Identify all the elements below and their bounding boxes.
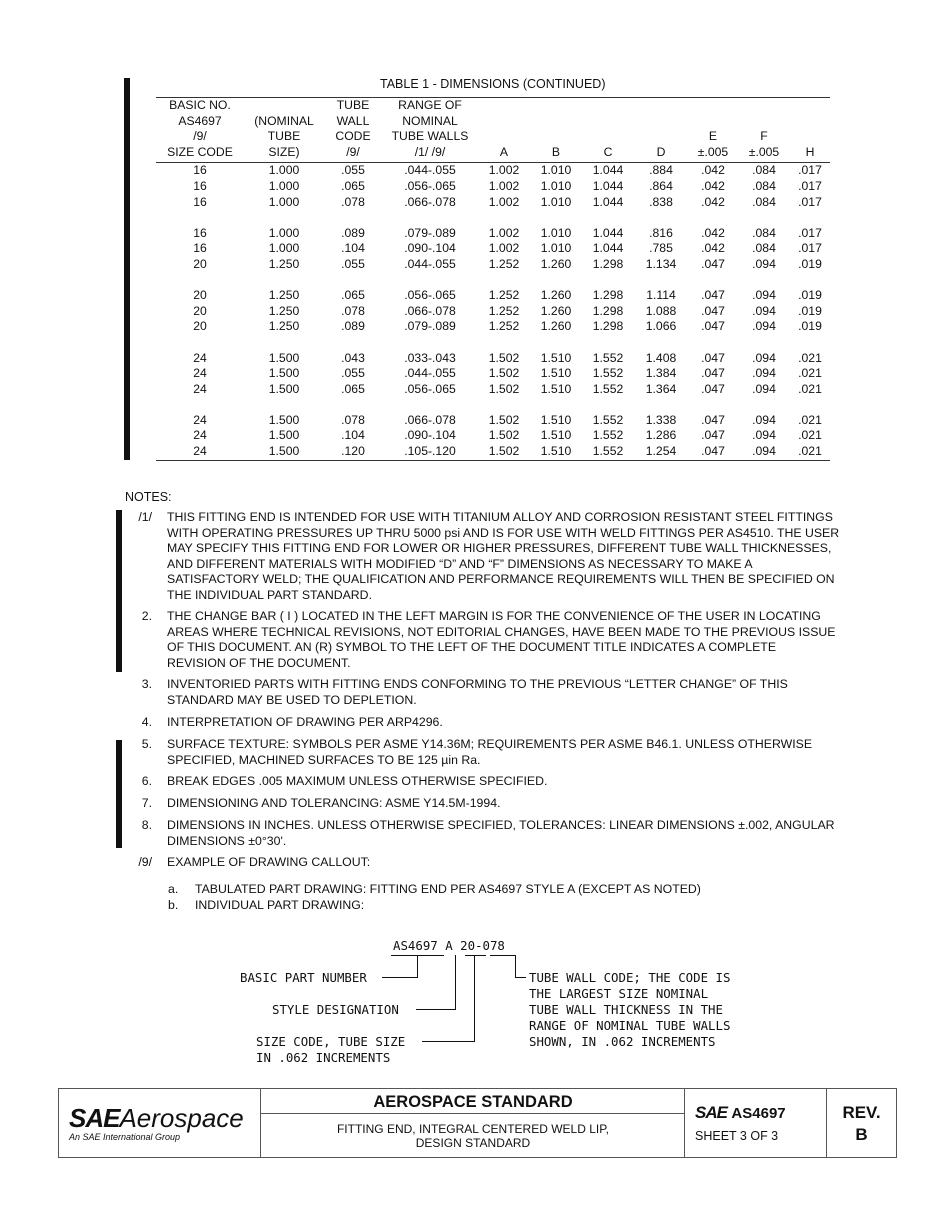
table-cell: 1.510 bbox=[540, 381, 572, 396]
change-bar bbox=[116, 510, 122, 672]
table-cell: .090-.104 bbox=[404, 241, 456, 256]
table-cell: .816 bbox=[649, 225, 673, 240]
table-cell: 1.502 bbox=[488, 366, 520, 381]
document-title-line2: DESIGN STANDARD bbox=[415, 1136, 531, 1150]
table-cell: .084 bbox=[752, 225, 776, 240]
table-cell: .042 bbox=[701, 163, 725, 178]
table-row bbox=[156, 179, 830, 195]
document-number-cell bbox=[685, 1089, 827, 1157]
table-cell: .104 bbox=[341, 241, 365, 256]
table-cell: .047 bbox=[701, 350, 725, 365]
note-number: 3. bbox=[141, 677, 152, 691]
column-header-line: H bbox=[805, 144, 815, 159]
table-cell: .094 bbox=[752, 412, 776, 427]
table-cell: 1.408 bbox=[645, 350, 677, 365]
revision-label: REV. bbox=[842, 1103, 881, 1122]
table-cell: 1.552 bbox=[582, 444, 634, 460]
column-header-line: AS4697 bbox=[178, 113, 222, 128]
table-cell: 1.552 bbox=[592, 366, 624, 381]
note-number: 2. bbox=[141, 609, 152, 623]
note-number: 5. bbox=[141, 737, 152, 751]
table-cell: .084 bbox=[752, 178, 776, 193]
table-cell: .104 bbox=[341, 428, 365, 443]
table-cell: .047 bbox=[701, 412, 725, 427]
table-cell: .864 bbox=[649, 178, 673, 193]
title-block bbox=[58, 1088, 897, 1158]
table-cell: 1.260 bbox=[540, 288, 572, 303]
table-cell: .021 bbox=[798, 381, 822, 396]
table-cell: .094 bbox=[752, 428, 776, 443]
note-text: EXAMPLE OF DRAWING CALLOUT: bbox=[167, 855, 371, 869]
table-cell: .066-.078 bbox=[404, 303, 456, 318]
note-number: /1/ bbox=[138, 510, 152, 524]
note-number: 6. bbox=[141, 774, 152, 788]
table-cell: 1.298 bbox=[592, 303, 624, 318]
column-header bbox=[530, 98, 582, 163]
table-cell: 1.000 bbox=[268, 163, 300, 178]
column-header bbox=[790, 98, 830, 163]
table-cell: 1.066 bbox=[645, 319, 677, 334]
table-cell: .056-.065 bbox=[404, 178, 456, 193]
table-cell: 1.002 bbox=[488, 178, 520, 193]
table-cell: .055 bbox=[341, 163, 365, 178]
table-cell: 1.510 bbox=[530, 444, 582, 460]
table-cell: .884 bbox=[649, 163, 673, 178]
table-cell: 1.502 bbox=[488, 412, 520, 427]
sheet-number: SHEET 3 OF 3 bbox=[695, 1129, 779, 1143]
table-row bbox=[156, 366, 830, 382]
table-cell: 1.000 bbox=[268, 194, 300, 209]
column-header-line: NOMINAL bbox=[402, 113, 458, 128]
table-cell: .094 bbox=[752, 256, 776, 271]
logo-cell bbox=[59, 1089, 261, 1157]
callout-wall-code-line4: RANGE OF NOMINAL TUBE WALLS bbox=[529, 1018, 731, 1033]
column-header-line: A bbox=[499, 144, 509, 159]
table-cell: 1.044 bbox=[592, 178, 624, 193]
callout-wall-code-line5: SHOWN, IN .062 INCREMENTS bbox=[529, 1034, 716, 1049]
table-cell: 1.500 bbox=[268, 366, 300, 381]
column-header-line: TUBE bbox=[267, 129, 301, 144]
column-header bbox=[244, 98, 324, 163]
note-text: INVENTORIED PARTS WITH FITTING ENDS CONFORMING TO THE PREVIOUS “LETTER CHANGE” OF THIS STANDARD MAY BE USED TO DEPLETION. bbox=[167, 677, 788, 707]
table-cell: 20 bbox=[193, 303, 207, 318]
table-cell: 20 bbox=[193, 288, 207, 303]
table-title: TABLE 1 - DIMENSIONS (CONTINUED) bbox=[380, 77, 606, 91]
table-cell: .047 bbox=[701, 381, 725, 396]
callout-part-number: AS4697 A 20-078 bbox=[393, 938, 505, 953]
table-cell: 1.252 bbox=[488, 256, 520, 271]
table-cell: .047 bbox=[701, 303, 725, 318]
column-header-line: /1/ /9/ bbox=[414, 144, 446, 159]
table-cell: .017 bbox=[798, 178, 822, 193]
table-cell: 1.252 bbox=[488, 319, 520, 334]
callout-size-code-line1: SIZE CODE, TUBE SIZE bbox=[256, 1034, 406, 1049]
table-cell: .078 bbox=[341, 303, 365, 318]
table-cell: .094 bbox=[752, 319, 776, 334]
table-cell: 1.502 bbox=[478, 444, 530, 460]
table-cell: 24 bbox=[193, 366, 207, 381]
table-cell: 1.552 bbox=[592, 350, 624, 365]
table-cell: .021 bbox=[790, 444, 830, 460]
table-cell: 1.134 bbox=[645, 256, 677, 271]
table-cell: .017 bbox=[798, 163, 822, 178]
column-header-line: F bbox=[760, 129, 768, 144]
column-header-line: SIZE) bbox=[268, 144, 300, 159]
table-cell: .047 bbox=[701, 256, 725, 271]
table-cell: .033-.043 bbox=[404, 350, 456, 365]
table-cell: 1.250 bbox=[268, 256, 300, 271]
note-number: 4. bbox=[141, 715, 152, 729]
column-header bbox=[382, 98, 478, 163]
notes-heading: NOTES: bbox=[125, 490, 172, 504]
table-cell: 1.260 bbox=[540, 256, 572, 271]
table-cell: .066-.078 bbox=[404, 194, 456, 209]
table-cell: 1.010 bbox=[540, 163, 572, 178]
table-cell: .090-.104 bbox=[404, 428, 456, 443]
table-cell: .056-.065 bbox=[404, 288, 456, 303]
column-header-line: SIZE CODE bbox=[167, 144, 233, 159]
table-cell: 1.552 bbox=[592, 412, 624, 427]
table-cell: 1.500 bbox=[244, 444, 324, 460]
table-cell: .089 bbox=[341, 319, 365, 334]
table-cell: 1.510 bbox=[540, 366, 572, 381]
table-row bbox=[156, 195, 830, 211]
table-cell: 1.502 bbox=[488, 381, 520, 396]
table-cell: .084 bbox=[752, 241, 776, 256]
change-bar bbox=[124, 78, 130, 460]
table-cell: 1.364 bbox=[645, 381, 677, 396]
table-cell: .079-.089 bbox=[404, 319, 456, 334]
column-header-line: B bbox=[551, 144, 561, 159]
table-cell: 1.002 bbox=[488, 241, 520, 256]
table-cell: .094 bbox=[752, 366, 776, 381]
sae-mini-logo: SAE bbox=[695, 1103, 727, 1122]
table-cell: 16 bbox=[193, 241, 207, 256]
column-header bbox=[688, 98, 738, 163]
table-row bbox=[156, 319, 830, 335]
table-cell: .042 bbox=[701, 194, 725, 209]
table-cell: .042 bbox=[701, 178, 725, 193]
table-cell: 1.044 bbox=[592, 194, 624, 209]
table-cell: 1.044 bbox=[592, 241, 624, 256]
table-cell: 1.338 bbox=[645, 412, 677, 427]
table-cell: .055 bbox=[341, 256, 365, 271]
table-cell: .078 bbox=[341, 412, 365, 427]
table-row bbox=[156, 241, 830, 257]
revision-value: B bbox=[855, 1125, 868, 1144]
leader-line bbox=[490, 955, 515, 956]
table-row bbox=[156, 397, 830, 428]
table-cell: 20 bbox=[193, 256, 207, 271]
table-cell: .019 bbox=[798, 303, 822, 318]
table-cell: 1.010 bbox=[540, 178, 572, 193]
callout-wall-code-line1: TUBE WALL CODE; THE CODE IS bbox=[529, 970, 731, 985]
note-text: DIMENSIONS IN INCHES. UNLESS OTHERWISE SPECIFIED, TOLERANCES: LINEAR DIMENSIONS ±.002, ANGULAR DIMENSIONS ±0°30'. bbox=[167, 818, 835, 848]
table-cell: 1.000 bbox=[268, 225, 300, 240]
table-row bbox=[156, 273, 830, 304]
table-cell: 16 bbox=[193, 194, 207, 209]
leader-line bbox=[416, 1009, 456, 1010]
table-cell: 24 bbox=[193, 350, 207, 365]
column-header-line: ±.005 bbox=[697, 144, 729, 159]
table-cell: .056-.065 bbox=[404, 381, 456, 396]
callout-example-letter: a. bbox=[168, 882, 179, 896]
table-cell: .055 bbox=[341, 366, 365, 381]
table-cell: .079-.089 bbox=[404, 225, 456, 240]
column-header-line: D bbox=[656, 144, 666, 159]
table-cell: 24 bbox=[193, 412, 207, 427]
column-header-line: ±.005 bbox=[748, 144, 780, 159]
table-cell: .047 bbox=[688, 444, 738, 460]
table-cell: 1.250 bbox=[268, 319, 300, 334]
table-cell: 1.010 bbox=[540, 225, 572, 240]
leader-line bbox=[417, 955, 418, 977]
leader-line bbox=[515, 955, 516, 977]
table-cell: .017 bbox=[798, 194, 822, 209]
table-cell: .017 bbox=[798, 241, 822, 256]
heading-divider bbox=[261, 1113, 685, 1114]
table-cell: .044-.055 bbox=[404, 256, 456, 271]
callout-style-designation: STYLE DESIGNATION bbox=[272, 1002, 399, 1017]
table-row bbox=[156, 210, 830, 241]
column-header-line: /9/ bbox=[346, 144, 360, 159]
leader-line bbox=[382, 977, 418, 978]
sae-aerospace-logo: SAEAerospace bbox=[69, 1103, 244, 1133]
note-number: 7. bbox=[141, 796, 152, 810]
table-cell: .021 bbox=[798, 366, 822, 381]
table-cell: .078 bbox=[341, 194, 365, 209]
table-cell: 24 bbox=[156, 444, 244, 460]
note-text: BREAK EDGES .005 MAXIMUM UNLESS OTHERWISE SPECIFIED. bbox=[167, 774, 548, 788]
table-cell: .019 bbox=[798, 288, 822, 303]
column-header-line: CODE bbox=[335, 129, 371, 144]
column-header-line: RANGE OF bbox=[398, 98, 462, 112]
table-cell: .019 bbox=[798, 256, 822, 271]
document-title-cell bbox=[261, 1089, 685, 1157]
table-cell: .105-.120 bbox=[382, 444, 478, 460]
table-cell: .785 bbox=[649, 241, 673, 256]
table-cell: 1.510 bbox=[540, 350, 572, 365]
table-cell: 1.500 bbox=[268, 428, 300, 443]
table-cell: .838 bbox=[649, 194, 673, 209]
column-header-line: /9/ bbox=[193, 129, 207, 144]
callout-example-text: TABULATED PART DRAWING: FITTING END PER AS4697 STYLE A (EXCEPT AS NOTED) bbox=[195, 882, 701, 896]
column-header-line: BASIC NO. bbox=[169, 98, 231, 112]
column-header bbox=[324, 98, 382, 163]
document-title-line1: FITTING END, INTEGRAL CENTERED WELD LIP, bbox=[336, 1122, 610, 1136]
table-cell: 1.044 bbox=[592, 163, 624, 178]
table-cell: 1.260 bbox=[540, 319, 572, 334]
table-row bbox=[156, 444, 830, 460]
column-header bbox=[478, 98, 530, 163]
table-cell: .021 bbox=[798, 412, 822, 427]
table-cell: 24 bbox=[193, 381, 207, 396]
table-cell: 1.510 bbox=[540, 428, 572, 443]
table-cell: .021 bbox=[798, 350, 822, 365]
table-cell: .042 bbox=[701, 241, 725, 256]
table-cell: 1.088 bbox=[645, 303, 677, 318]
table-cell: 1.286 bbox=[645, 428, 677, 443]
table-cell: .047 bbox=[701, 366, 725, 381]
table-cell: 16 bbox=[193, 163, 207, 178]
leader-line bbox=[515, 977, 526, 978]
table-cell: 1.252 bbox=[488, 288, 520, 303]
table-cell: 16 bbox=[193, 225, 207, 240]
table-cell: 1.010 bbox=[540, 241, 572, 256]
table-cell: 1.114 bbox=[646, 288, 676, 303]
table-cell: .044-.055 bbox=[404, 366, 456, 381]
table-cell: 1.298 bbox=[592, 319, 624, 334]
table-cell: 1.000 bbox=[268, 241, 300, 256]
table-cell: .047 bbox=[701, 319, 725, 334]
table-cell: 1.044 bbox=[592, 225, 624, 240]
table-cell: .019 bbox=[798, 319, 822, 334]
table-cell: 20 bbox=[193, 319, 207, 334]
table-cell: 1.000 bbox=[268, 178, 300, 193]
table-cell: .066-.078 bbox=[404, 412, 456, 427]
table-cell: .044-.055 bbox=[404, 163, 456, 178]
table-row bbox=[156, 428, 830, 444]
table-row bbox=[156, 163, 830, 179]
table-cell: 1.500 bbox=[268, 350, 300, 365]
table-cell: 1.010 bbox=[540, 194, 572, 209]
table-cell: 1.252 bbox=[488, 303, 520, 318]
table-cell: 1.552 bbox=[592, 428, 624, 443]
table-cell: .065 bbox=[341, 381, 365, 396]
note-text: THIS FITTING END IS INTENDED FOR USE WITH TITANIUM ALLOY AND CORROSION RESISTANT STEEL FITTINGS WITH OPERATING PRESSURES UP THRU 5000 psi AND IS FOR USE WITH WELD FITTINGS PER AS4510. THE USER MAY SPECIFY THIS FITTING END FOR LOWER OR HIGHER PRESSURES, DIFFERENT TUBE WALL THICKNESSES, AND DIFFERENT MATERIALS WITH MODIFIED “D” AND “F” DIMENSIONS AS NECESSARY TO MAKE A SATISFACTORY WELD; THE QUALIFICATION AND PERFORMANCE REQUIREMENTS WILL THEN BE SPECIFIED ON THE INDIVIDUAL PART STANDARD. bbox=[167, 510, 840, 602]
leader-line bbox=[422, 1041, 475, 1042]
table-cell: .094 bbox=[752, 303, 776, 318]
column-header bbox=[738, 98, 790, 163]
note-text: SURFACE TEXTURE: SYMBOLS PER ASME Y14.36M; REQUIREMENTS PER ASME B46.1. UNLESS OTHERWISE SPECIFIED, MACHINED SURFACES TO BE 125 µin Ra. bbox=[167, 737, 813, 767]
callout-basic-part-number: BASIC PART NUMBER bbox=[240, 970, 367, 985]
table-cell: 1.502 bbox=[488, 428, 520, 443]
leader-line bbox=[474, 955, 475, 1041]
table-cell: .042 bbox=[701, 225, 725, 240]
callout-wall-code-line2: THE LARGEST SIZE NOMINAL bbox=[529, 986, 709, 1001]
table-row bbox=[156, 382, 830, 398]
table-cell: .120 bbox=[324, 444, 382, 460]
callout-size-code-line2: IN .062 INCREMENTS bbox=[256, 1050, 391, 1065]
leader-line bbox=[455, 955, 456, 1009]
note-number: 8. bbox=[141, 818, 152, 832]
leader-line bbox=[465, 955, 486, 956]
table-cell: .094 bbox=[752, 350, 776, 365]
note-text: THE CHANGE BAR ( I ) LOCATED IN THE LEFT MARGIN IS FOR THE CONVENIENCE OF THE USER IN LOCATING AREAS WHERE TECHNICAL REVISIONS, NOT EDITORIAL CHANGES, HAVE BEEN MADE TO THE PREVIOUS ISSUE OF THIS DOCUMENT. AN (R) SYMBOL TO THE LEFT OF THE DOCUMENT TITLE INDICATES A COMPLETE REVISION OF THE DOCUMENT. bbox=[167, 609, 836, 670]
table-cell: 1.002 bbox=[488, 163, 520, 178]
table-cell: 1.500 bbox=[268, 381, 300, 396]
column-header bbox=[634, 98, 688, 163]
note-text: DIMENSIONING AND TOLERANCING: ASME Y14.5M-1994. bbox=[167, 796, 501, 810]
callout-example-text: INDIVIDUAL PART DRAWING: bbox=[195, 898, 365, 912]
callout-wall-code-line3: TUBE WALL THICKNESS IN THE bbox=[529, 1002, 723, 1017]
table-cell: 1.002 bbox=[488, 194, 520, 209]
table-cell: .084 bbox=[752, 163, 776, 178]
table-cell: .043 bbox=[341, 350, 365, 365]
table-cell: .094 bbox=[752, 288, 776, 303]
note-text: INTERPRETATION OF DRAWING PER ARP4296. bbox=[167, 715, 443, 729]
table-cell: .084 bbox=[752, 194, 776, 209]
callout-example-letter: b. bbox=[168, 898, 179, 912]
table-row bbox=[156, 304, 830, 320]
table-cell: 1.254 bbox=[634, 444, 688, 460]
table-cell: 16 bbox=[193, 178, 207, 193]
table-cell: 1.298 bbox=[592, 288, 624, 303]
table-row bbox=[156, 257, 830, 273]
table-cell: .089 bbox=[341, 225, 365, 240]
column-header-line: TUBE bbox=[336, 98, 370, 112]
table-row bbox=[156, 335, 830, 366]
table-cell: .065 bbox=[341, 288, 365, 303]
column-header bbox=[582, 98, 634, 163]
logo-tagline: An SAE International Group bbox=[69, 1132, 181, 1142]
column-header bbox=[156, 98, 244, 163]
table-cell: .065 bbox=[341, 178, 365, 193]
table-cell: .017 bbox=[798, 225, 822, 240]
column-header-line: (NOMINAL bbox=[254, 113, 314, 128]
dimensions-table bbox=[156, 97, 830, 461]
table-cell: 24 bbox=[193, 428, 207, 443]
table-cell: 1.384 bbox=[645, 366, 677, 381]
revision-cell bbox=[827, 1089, 896, 1157]
table-cell: 1.250 bbox=[268, 303, 300, 318]
table-cell: 1.002 bbox=[488, 225, 520, 240]
table-cell: 1.250 bbox=[268, 288, 300, 303]
table-cell: .047 bbox=[701, 288, 725, 303]
column-header-line: E bbox=[708, 129, 718, 144]
column-header-line: TUBE WALLS bbox=[391, 129, 469, 144]
table-cell: 1.500 bbox=[268, 412, 300, 427]
table-cell: 1.260 bbox=[540, 303, 572, 318]
table-cell: 1.298 bbox=[592, 256, 624, 271]
column-header-line: WALL bbox=[336, 113, 370, 128]
change-bar bbox=[116, 740, 122, 848]
column-header-line: C bbox=[603, 144, 613, 159]
table-header-row bbox=[156, 98, 830, 163]
table-cell: 1.552 bbox=[592, 381, 624, 396]
document-number: SAE AS4697 bbox=[695, 1103, 786, 1122]
table-cell: .047 bbox=[701, 428, 725, 443]
table-cell: 1.510 bbox=[540, 412, 572, 427]
table-cell: .021 bbox=[798, 428, 822, 443]
aerospace-standard-heading: AEROSPACE STANDARD bbox=[373, 1093, 573, 1111]
table-cell: .094 bbox=[738, 444, 790, 460]
table-cell: .094 bbox=[752, 381, 776, 396]
note-number: /9/ bbox=[138, 855, 152, 869]
table-cell: 1.502 bbox=[488, 350, 520, 365]
